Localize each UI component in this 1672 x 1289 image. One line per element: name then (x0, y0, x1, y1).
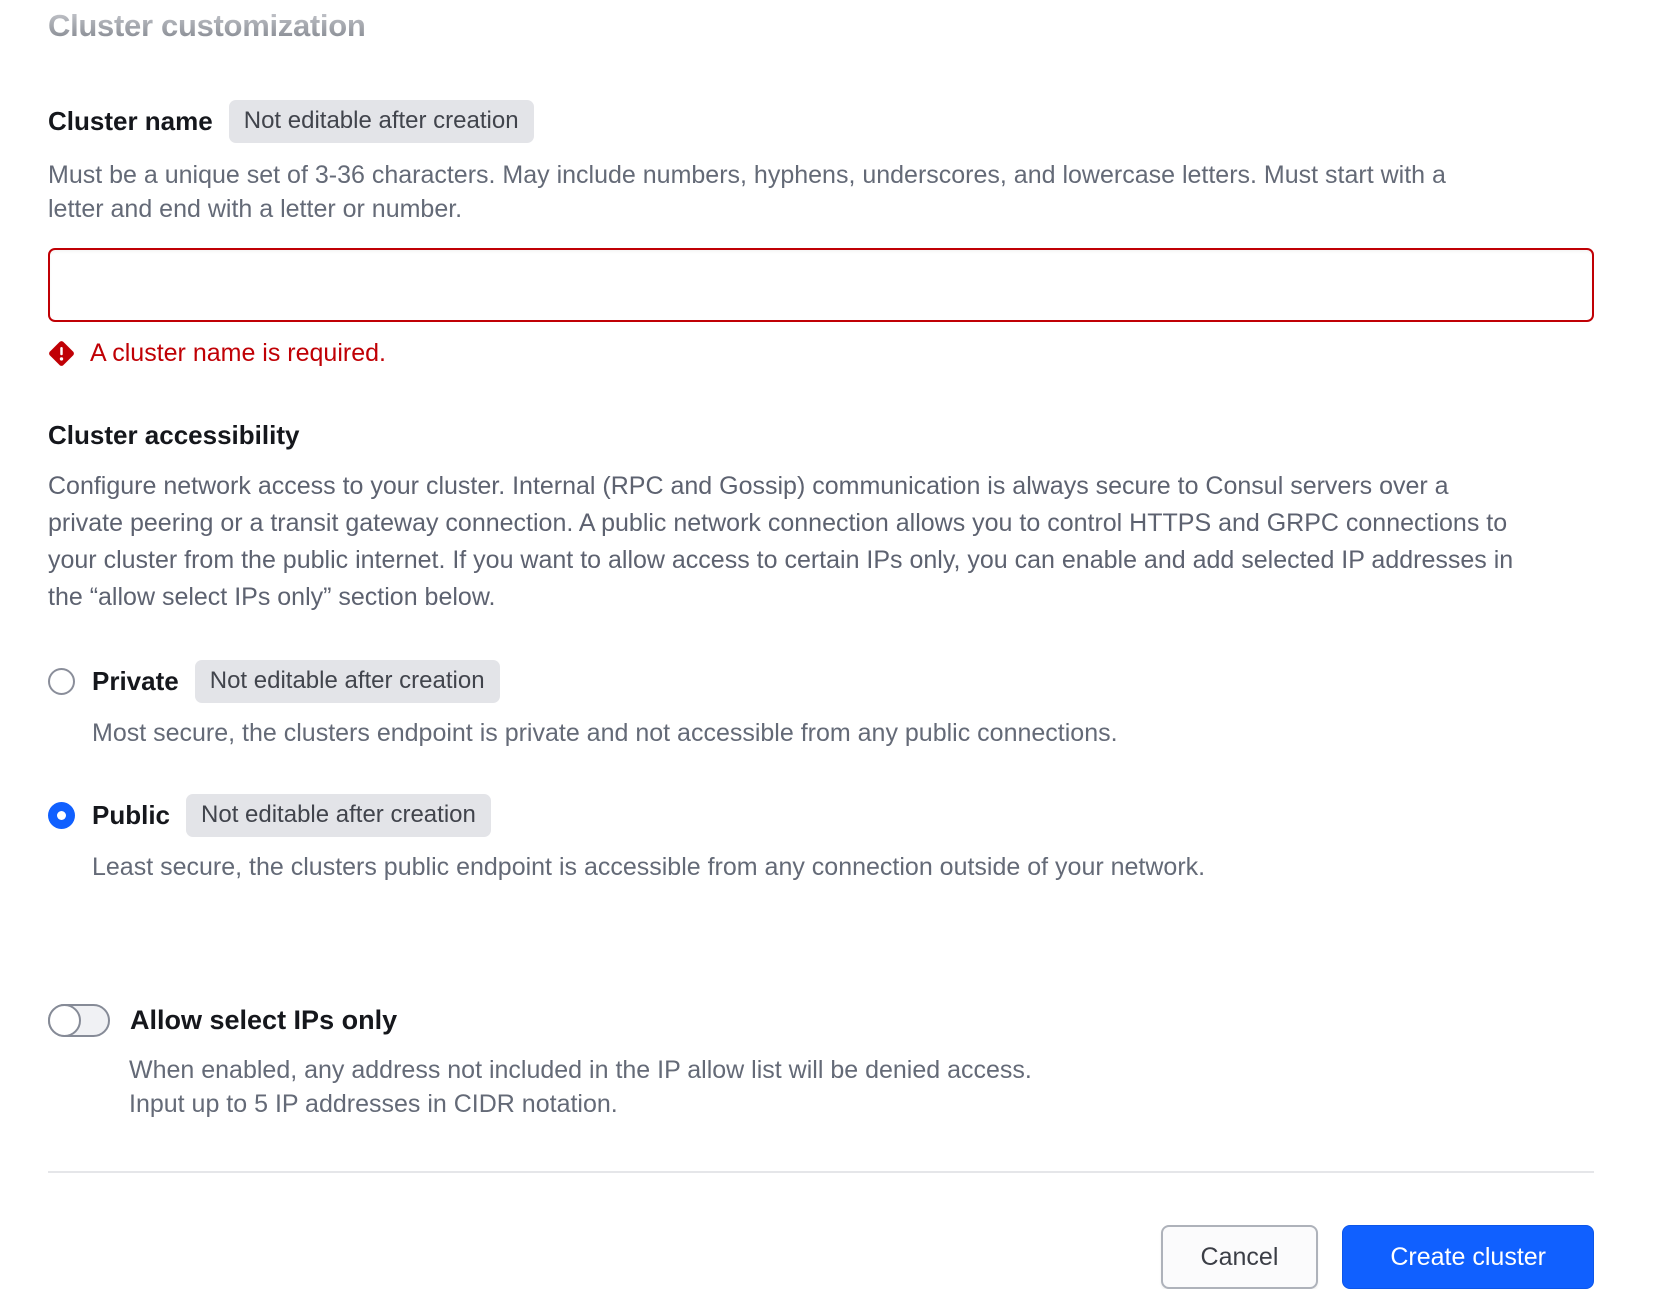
private-label: Private (92, 666, 179, 696)
private-option-row (48, 660, 1594, 703)
cluster-name-label: Cluster name (48, 106, 213, 136)
private-description: Most secure, the clusters endpoint is private and not accessible from any public connections. (92, 719, 1118, 747)
allow-select-ips-description (129, 1053, 1594, 1121)
page-title: Cluster customization (48, 8, 1594, 44)
cluster-name-input[interactable] (48, 248, 1594, 322)
create-cluster-button[interactable]: Create cluster (1342, 1225, 1594, 1289)
allow-select-ips-row (48, 1004, 1594, 1037)
private-radio[interactable] (48, 668, 75, 695)
allow-select-ips-toggle[interactable] (48, 1004, 110, 1037)
allow-select-ips-description-line1: When enabled, any address not included in the IP allow list will be denied access. (129, 1056, 1032, 1084)
accessibility-option-public (48, 794, 1594, 884)
public-description: Least secure, the clusters public endpoint is accessible from any connection outside of your network. (92, 853, 1206, 881)
cluster-name-badge: Not editable after creation (229, 100, 534, 143)
cluster-name-error (48, 339, 1594, 368)
cancel-button[interactable]: Cancel (1161, 1225, 1319, 1289)
accessibility-option-private (48, 660, 1594, 750)
cluster-name-label-row (48, 100, 1594, 143)
allow-select-ips-description-line2: Input up to 5 IP addresses in CIDR notation. (129, 1090, 618, 1118)
private-badge: Not editable after creation (195, 660, 500, 703)
allow-select-ips-section (48, 1004, 1594, 1121)
cluster-accessibility-description: Configure network access to your cluster. Internal (RPC and Gossip) communication is always secure to Consul servers over a private peering or a transit gateway connection. A public network connection allows you to control HTTPS and GRPC connections to your cluster from the public internet. If you want to allow access to certain IPs only, you can enable and add selected IP addresses in the “allow select IPs only” section below. (48, 472, 1514, 611)
form-actions (48, 1225, 1594, 1289)
public-label: Public (92, 800, 171, 830)
allow-select-ips-label: Allow select IPs only (130, 1005, 398, 1035)
footer-divider (48, 1171, 1594, 1173)
cluster-name-error-text: A cluster name is required. (90, 339, 386, 367)
toggle-knob-icon (48, 1004, 81, 1037)
public-option-row (48, 794, 1594, 837)
public-radio[interactable] (48, 802, 75, 829)
cluster-accessibility-heading: Cluster accessibility (48, 420, 300, 450)
alert-diamond-icon (48, 340, 75, 367)
public-badge: Not editable after creation (186, 794, 491, 837)
cluster-name-help-text: Must be a unique set of 3-36 characters. May include numbers, hyphens, underscores, and lowercase letters. Must start with a letter and end with a letter or number. (48, 161, 1446, 223)
